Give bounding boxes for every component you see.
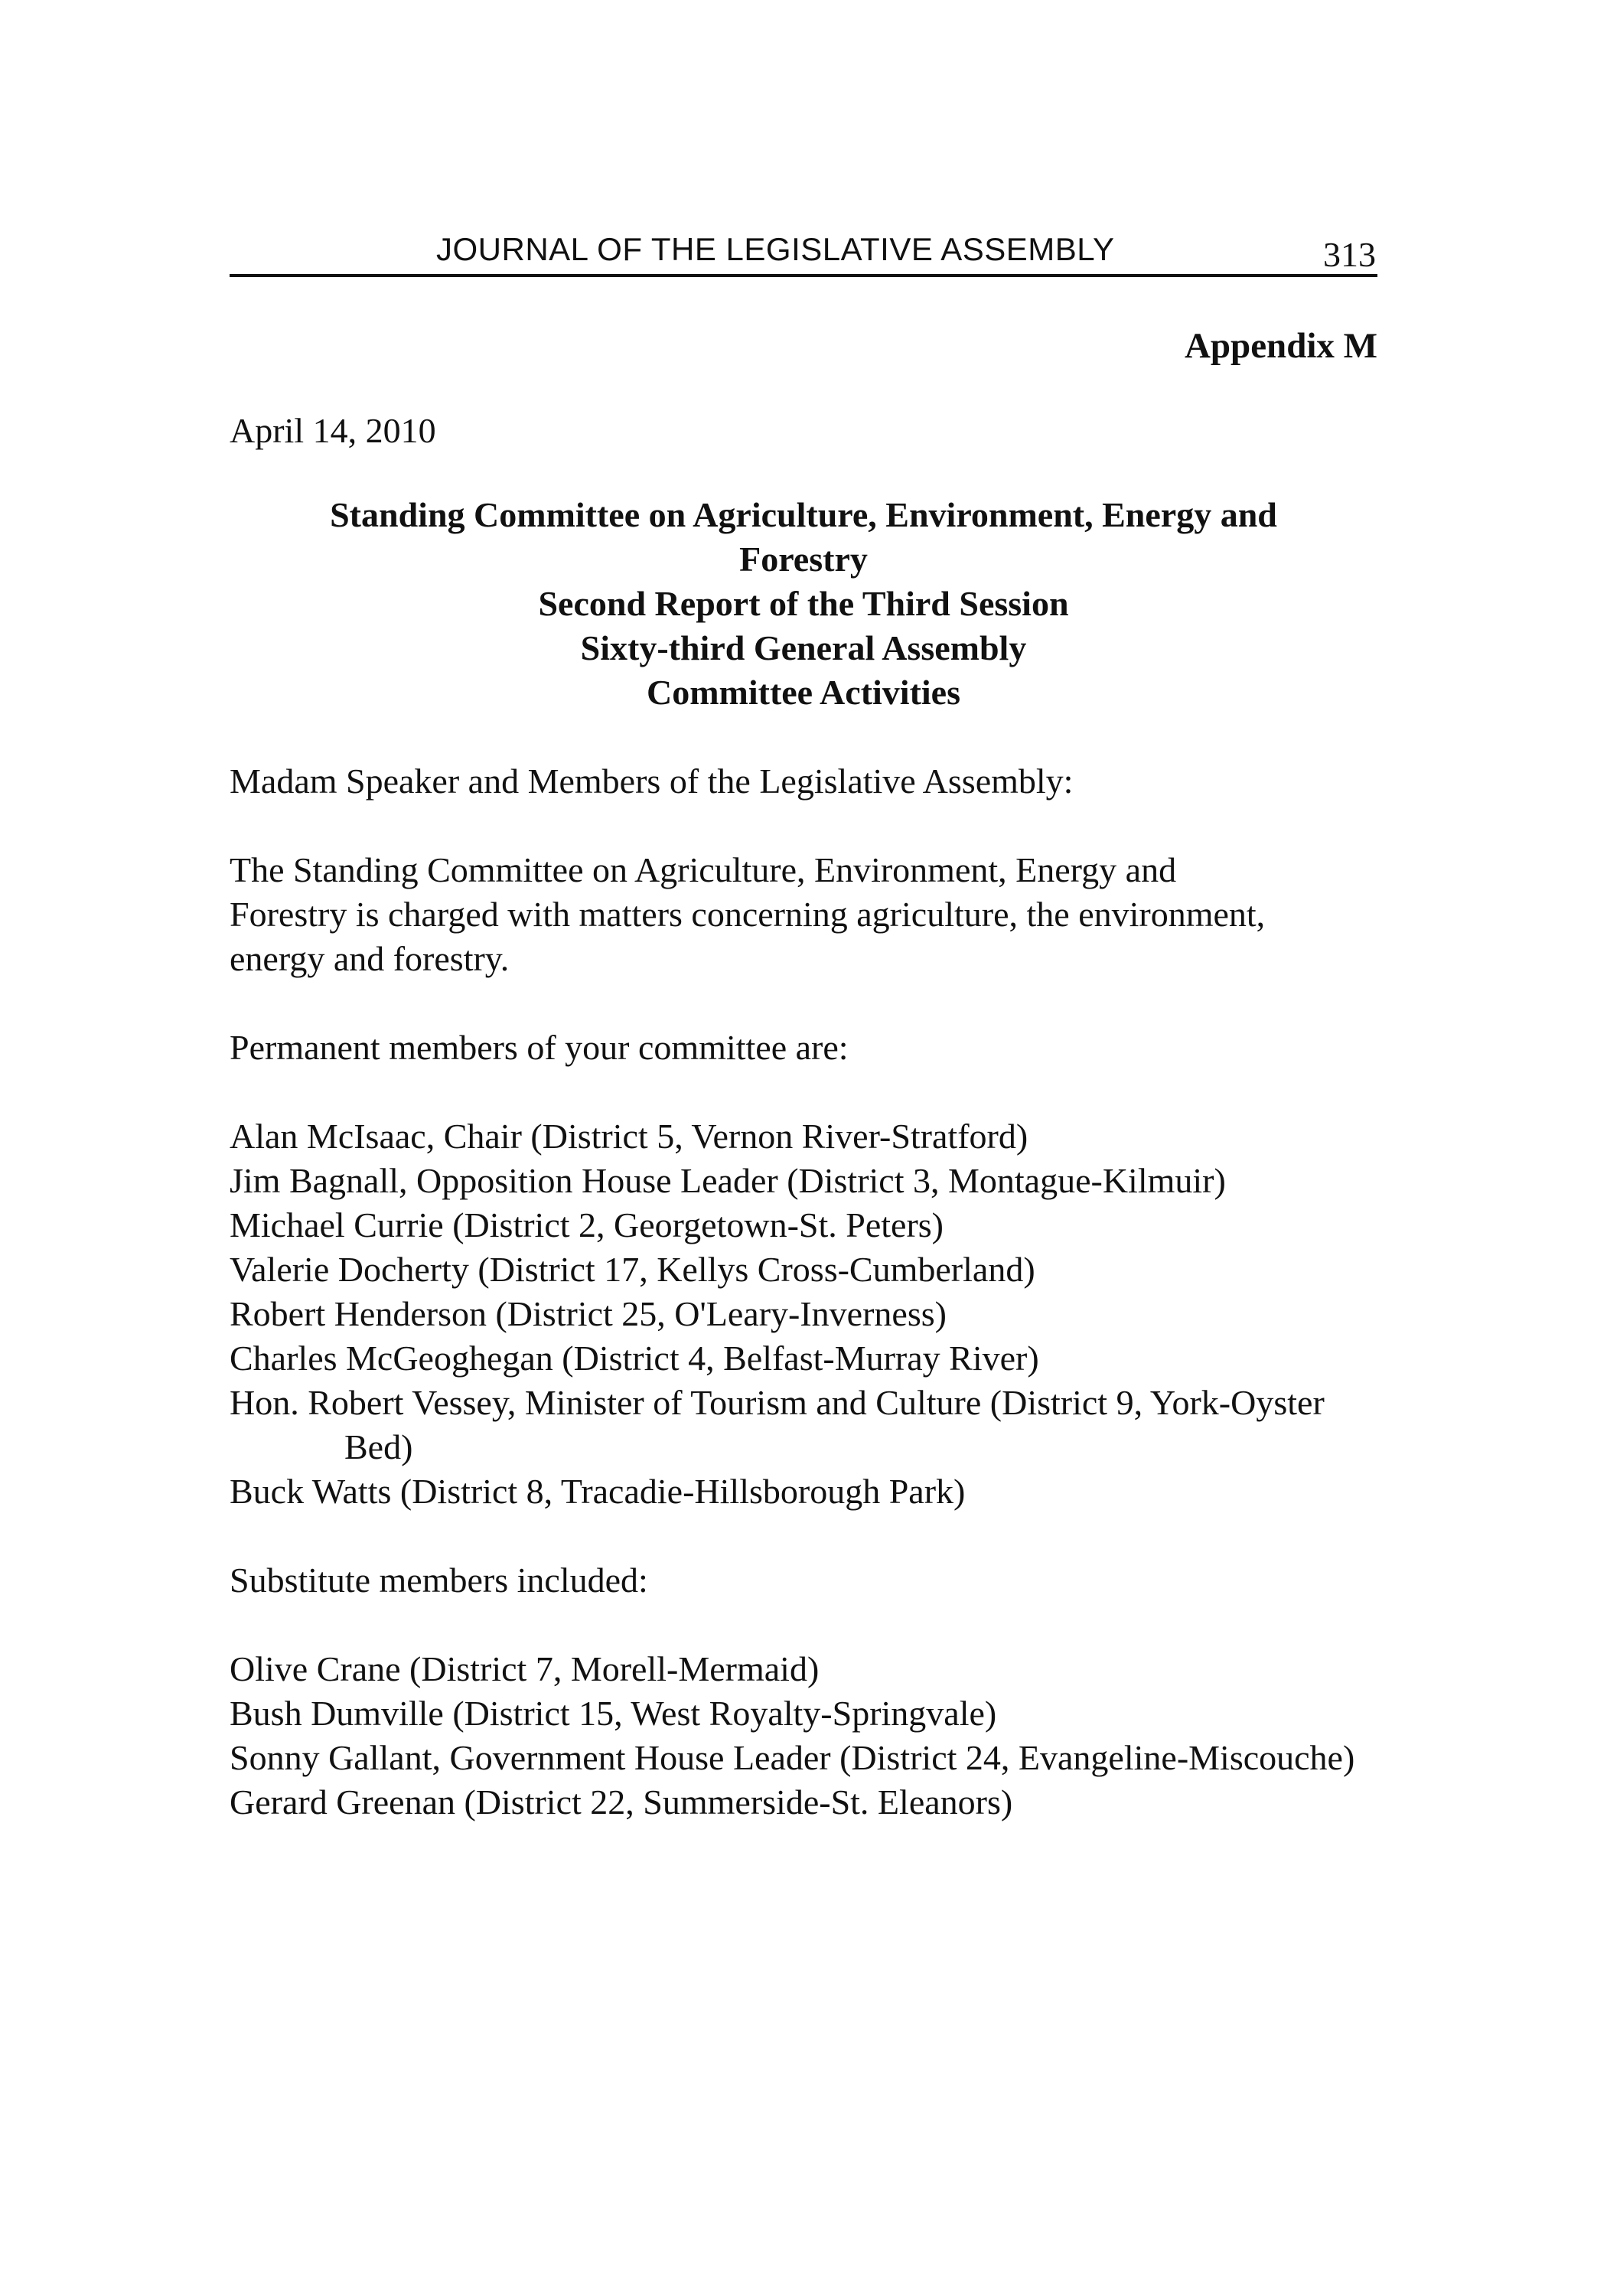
mandate-line: The Standing Committee on Agriculture, Environment, Energy and xyxy=(230,850,1177,889)
report-date: April 14, 2010 xyxy=(230,411,436,450)
member-item: Jim Bagnall, Opposition House Leader (District 3, Montague-Kilmuir) xyxy=(230,1161,1226,1200)
substitute-members-list xyxy=(230,1647,1377,1825)
report-heading xyxy=(230,493,1377,715)
appendix-label: Appendix M xyxy=(1184,326,1377,366)
member-item: Alan McIsaac, Chair (District 5, Vernon River-Stratford) xyxy=(230,1117,1028,1156)
permanent-members-intro: Permanent members of your committee are: xyxy=(230,1028,849,1067)
member-item: Hon. Robert Vessey, Minister of Tourism and Culture (District 9, York-Oyster Bed) xyxy=(230,1383,1325,1466)
member-item: Michael Currie (District 2, Georgetown-St. Peters) xyxy=(230,1205,944,1244)
permanent-members-list xyxy=(230,1114,1377,1514)
member-item: Sonny Gallant, Government House Leader (District 24, Evangeline-Miscouche) xyxy=(230,1738,1355,1777)
member-item: Robert Henderson (District 25, O'Leary-Inverness) xyxy=(230,1294,947,1333)
member-item: Buck Watts (District 8, Tracadie-Hillsborough Park) xyxy=(230,1472,966,1511)
heading-line: Forestry xyxy=(739,540,868,579)
page-number: 313 xyxy=(1323,235,1376,274)
member-item: Valerie Docherty (District 17, Kellys Cross-Cumberland) xyxy=(230,1250,1035,1289)
running-title: JOURNAL OF THE LEGISLATIVE ASSEMBLY xyxy=(436,231,1115,267)
heading-line: Committee Activities xyxy=(646,673,960,712)
mandate-line: Forestry is charged with matters concerning agriculture, the environment, xyxy=(230,895,1266,934)
heading-line: Sixty-third General Assembly xyxy=(580,628,1027,667)
member-item: Olive Crane (District 7, Morell-Mermaid) xyxy=(230,1649,820,1688)
mandate-paragraph xyxy=(230,848,1377,981)
member-item: Bush Dumville (District 15, West Royalty-Springvale) xyxy=(230,1694,997,1733)
heading-line: Second Report of the Third Session xyxy=(538,584,1069,623)
mandate-line: energy and forestry. xyxy=(230,939,510,978)
substitute-members-intro: Substitute members included: xyxy=(230,1561,648,1600)
salutation: Madam Speaker and Members of the Legislative Assembly: xyxy=(230,762,1074,801)
document-page xyxy=(230,230,1377,1825)
member-item: Gerard Greenan (District 22, Summerside-St. Eleanors) xyxy=(230,1782,1013,1821)
member-item: Charles McGeoghegan (District 4, Belfast-Murray River) xyxy=(230,1339,1039,1378)
heading-line: Standing Committee on Agriculture, Environment, Energy and xyxy=(330,495,1277,534)
running-header xyxy=(230,230,1377,277)
